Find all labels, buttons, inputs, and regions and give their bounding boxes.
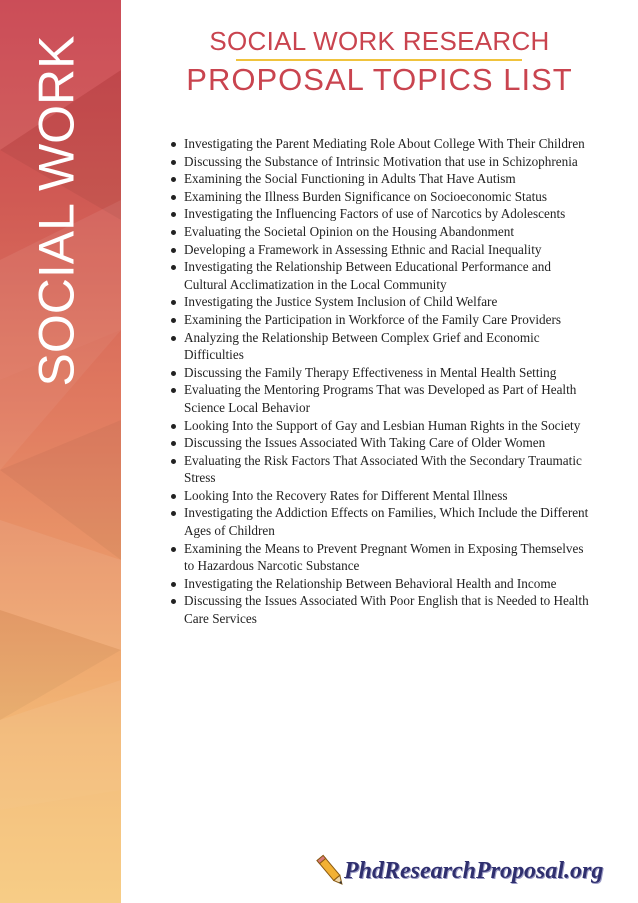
pencil-icon xyxy=(314,852,348,890)
list-item: Examining the Illness Burden Significance on Socioeconomic Status xyxy=(184,188,594,206)
vertical-title xyxy=(29,35,83,387)
page-title: SOCIAL WORK RESEARCH xyxy=(209,26,550,56)
list-item: Discussing the Family Therapy Effectiveness in Mental Health Setting xyxy=(184,364,594,382)
list-item: Developing a Framework in Assessing Ethnic and Racial Inequality xyxy=(184,241,594,259)
sidebar-label: SOCIAL WORK xyxy=(28,35,85,387)
list-item: Analyzing the Relationship Between Complex Grief and Economic Difficulties xyxy=(184,329,594,364)
list-item: Discussing the Issues Associated With Poor English that is Needed to Health Care Services xyxy=(184,592,594,627)
list-item: Investigating the Parent Mediating Role About College With Their Children xyxy=(184,135,594,153)
list-item: Investigating the Justice System Inclusion of Child Welfare xyxy=(184,293,594,311)
list-item: Examining the Social Functioning in Adults That Have Autism xyxy=(184,170,594,188)
list-item: Investigating the Influencing Factors of use of Narcotics by Adolescents xyxy=(184,205,594,223)
list-item: Looking Into the Recovery Rates for Different Mental Illness xyxy=(184,487,594,505)
list-item: Investigating the Relationship Between Educational Performance and Cultural Acclimatization in the Local Community xyxy=(184,258,594,293)
title-divider xyxy=(236,59,522,61)
list-item: Evaluating the Societal Opinion on the Housing Abandonment xyxy=(184,223,594,241)
list-item: Looking Into the Support of Gay and Lesbian Human Rights in the Society xyxy=(184,417,594,435)
list-item: Investigating the Relationship Between Behavioral Health and Income xyxy=(184,575,594,593)
list-item: Discussing the Substance of Intrinsic Motivation that use in Schizophrenia xyxy=(184,153,594,171)
page-subtitle: PROPOSAL TOPICS LIST xyxy=(186,62,573,97)
list-item: Discussing the Issues Associated With Taking Care of Older Women xyxy=(184,434,594,452)
list-item: Evaluating the Risk Factors That Associated With the Secondary Traumatic Stress xyxy=(184,452,594,487)
site-logo xyxy=(314,850,614,894)
list-item: Examining the Means to Prevent Pregnant Women in Exposing Themselves to Hazardous Narcotic Substance xyxy=(184,540,594,575)
list-item: Examining the Participation in Workforce of the Family Care Providers xyxy=(184,311,594,329)
sidebar-banner xyxy=(0,0,121,903)
list-item: Investigating the Addiction Effects on Families, Which Include the Different Ages of Children xyxy=(184,504,594,539)
list-item: Evaluating the Mentoring Programs That was Developed as Part of Health Science Local Behavior xyxy=(184,381,594,416)
topics-list xyxy=(184,135,594,628)
logo-text: PhdResearchProposal.org xyxy=(344,858,604,884)
